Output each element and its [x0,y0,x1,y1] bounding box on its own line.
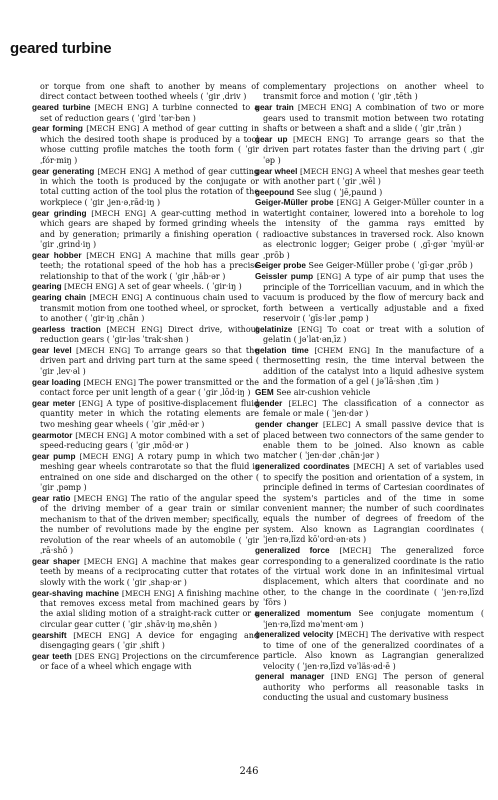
entry-definition: A method of gear cutting in which the desired tooth shape is produced by a tool whose cutting profile matches the tooth form ( ˈgir ˌfór·miŋ ) [40,124,260,165]
entry-field-label: [MECH ENG] [106,324,163,334]
entry-definition: A gear-cutting method in which gears are shaped by formed grinding wheels and by generation; primarily a finishing operation ( ˈgir ˌgrind·iŋ ) [40,208,259,249]
entry-field-label: [MECH] [336,630,369,640]
page-number: 246 [239,766,259,777]
entry-field-label: [CHEM ENG] [314,346,370,355]
entry-field-label: [ELEC] [322,420,351,430]
entry-definition: A finishing machine that removes excess metal from machined gears by the axial sliding motion of a straight-rack cutter or a circular gear cutter ( ˈgir ˌshāv·iŋ məˌshēn ) [40,588,260,629]
entry-field-label: [MECH ENG] [79,451,134,461]
entry-definition: See air-cushion vehicle [276,388,371,398]
entry-field-label: [MECH ENG] [83,377,136,387]
dictionary-entry [255,167,484,188]
entry-field-label: [MECH ENG] [89,293,143,303]
entry-headword: gear shaper [32,556,80,566]
left-column [32,82,259,673]
dictionary-entry [255,261,484,271]
entry-field-label: [MECH ENG] [97,166,151,176]
entry-field-label: [MECH ENG] [86,250,141,260]
dictionary-entry [32,124,259,166]
entry-headword: gear level [32,346,72,355]
entry-headword: gear teeth [32,651,72,661]
entry-headword: generalized coordinates [255,462,350,472]
entry-definition: See slug ( ˈjē,paund ) [296,187,383,197]
entry-definition: or torque from one shaft to another by means of direct contact between toothed wheels ( ˈgir ˌdriv ) [40,82,259,102]
entry-field-label: [MECH ENG] [73,493,128,503]
entry-field-label: [MECH ENG] [297,103,352,113]
dictionary-entry [255,546,484,609]
entry-definition: A machine that makes gear teeth by means of a reciprocating cutter that rotates slowly with the work ( ˈgir ˌshap·ər ) [40,556,259,587]
entry-field-label: [MECH ENG] [75,430,128,440]
entry-definition: Projections on the circumference or face of a wheel which engage with [40,651,260,672]
entry-headword: gearless traction [32,324,101,334]
dictionary-entry [32,399,259,430]
entry-headword: gender [255,398,283,408]
dictionary-entry [32,589,259,631]
entry-field-label: [ENG] [297,324,323,334]
entry-field-label: [MECH ENG] [86,124,140,134]
entry-definition: To arrange gears so that the driven part and driving part turn at the same speed ( ˈgir ˌlev·əl ) [40,346,260,376]
entry-field-label: [ENG] [316,272,342,282]
entry-field-label: [MECH ENG] [75,346,131,355]
entry-field-label: [ELEC] [288,398,317,408]
entry-headword: gear train [255,103,294,113]
entry-definition: See Geiger-Müller probe ( ˈgī·gər ˌprōb ) [308,261,473,271]
entry-field-label: [ENG] [78,398,103,408]
dictionary-entry [32,293,259,324]
dictionary-entry [32,431,259,452]
dictionary-entry [255,388,484,398]
entry-headword: geared turbine [32,103,91,113]
entry-headword: gear ratio [32,493,71,503]
entry-headword: gear pump [32,451,76,461]
entry-definition: The generalized force corresponding to a generalized coordinate is the ratio of the virtual work done in an infinitesimal virtual displacement, which alters that coordinate and no other, to the change in the coordinate ( ˈjen·rəˌlīzd ˈfōrs ) [263,546,485,608]
entry-definition: The classification of a connector as female or male ( ˈjen·dər ) [263,398,485,419]
entry-definition: A motor combined with a set of speed-reducing gears ( ˈgir ˌmōd·ər ) [40,430,259,450]
dictionary-entry [32,209,259,251]
entry-headword: generalized momentum [255,609,352,619]
entry-headword: general manager [255,672,325,682]
entry-field-label: [ENG] [336,198,361,208]
entry-headword: gear-shaving machine [32,588,119,598]
entry-definition: The ratio of the angular speed of the driving member of a gear train or similar mechanism to that of the driven member; specifically, the number of revolutions made by the engine per revolution of the rear wheels of an automobile ( ˈgir ˌrā·shō ) [40,493,260,556]
entry-definition: A small passive device that is placed between two connectors of the same gender to enable them to be joined. Also known as cable matcher ( ˈjen·dər ˌchān·jər ) [263,420,484,461]
dictionary-entry [32,282,259,292]
entry-definition: To arrange gears so that the driven part rotates faster than the driving part ( ˌgir ˈəp ) [263,134,484,165]
entry-headword: Geissler pump [255,272,314,282]
dictionary-entry [32,494,259,557]
entry-headword: gender changer [255,420,319,430]
entry-definition: The derivative with respect to time of one of the generalized coordinates of a particle. Also known as Lagrangian generalized velocity ( ˈjen·rəˌlīzd vəˈläs·əd·ē ) [263,630,484,671]
entry-definition: A Geiger-Müller counter in a watertight container, lowered into a borehole to log the intensity of the gamma rays emitted by radioactive substances in traversed rock. Also known as electronic logger; Geiger probe ( ˌgī·gər ˈmyül·ər ˌprōb ) [263,198,484,260]
entry-headword: gear wheel [255,166,298,176]
dictionary-entry [255,325,484,346]
entry-field-label: [MECH] [339,546,372,556]
dictionary-entry [32,346,259,377]
entry-definition: A method of gear cutting in which the tooth is produced by the conjugate or total cutting action of the tool plus the rotation of the workpiece ( ˈgir ˌjen·əˌrād·iŋ ) [40,166,259,207]
entry-headword: gear hobber [32,250,82,260]
entry-definition: A machine that mills gear teeth; the rotational speed of the hob has a precise relationship to that of the work ( ˈgir ˌhäb·ər ) [40,250,259,281]
entry-field-label: [MECH ENG] [91,208,146,218]
entry-definition: A set of gear wheels. ( ˈgir·iŋ ) [119,282,242,292]
entry-headword: generalized velocity [255,630,334,640]
dictionary-entry [255,420,484,462]
right-column [255,82,484,704]
dictionary-entry [32,251,259,282]
dictionary-entry [255,609,484,630]
entry-field-label: [MECH ENG] [83,556,138,566]
entry-headword: geepound [255,187,295,197]
dictionary-entry [32,82,259,103]
entry-field-label: [DES ENG] [74,651,119,661]
entry-headword: gear grinding [32,208,87,218]
entry-definition: A wheel that meshes gear teeth with another part ( ˈgir ˌwēl ) [263,166,484,186]
entry-definition: A turbine connected to a set of reduction gears ( ˈgird ˈtər·bən ) [40,103,259,123]
entry-definition: To coat or treat with a solution of gelatin ( jəˈlat·ənˌīz ) [263,324,484,345]
entry-definition: A type of positive-displacement fluid quantity meter in which the rotating elements are two meshing gear wheels ( ˈgir ˌmēd·ər ) [40,398,259,429]
entry-definition: The power transmitted or the contact force per unit length of a gear ( ˈgir ˌlōd·iŋ ) [40,377,259,398]
dictionary-entry [255,272,484,324]
entry-field-label: [MECH ENG] [64,282,117,292]
entry-field-label: [MECH ENG] [293,134,349,144]
entry-definition: A device for engaging and disengaging gears ( ˈgir ˌshift ) [40,630,259,651]
dictionary-entry [255,630,484,672]
entry-headword: Geiger probe [255,261,306,271]
entry-definition: complementary projections on another wheel to transmit force and motion ( ˈgir ˌtēth ) [263,82,484,102]
entry-headword: GEM [255,388,274,398]
dictionary-entry [255,82,484,103]
entry-definition: The person of general authority who performs all reasonable tasks in conducting the usual and customary business [263,672,485,703]
entry-headword: gelation time [255,346,309,355]
entry-headword: gearing [32,282,62,292]
entry-field-label: [MECH ENG] [121,588,175,598]
dictionary-entry [255,103,484,134]
dictionary-entry [255,198,484,261]
dictionary-entry [32,167,259,209]
dictionary-entry [255,346,484,388]
entry-headword: gear meter [32,398,75,408]
dictionary-entry [32,652,259,673]
entry-definition: See conjugate momentum ( ˈjen·rəˌlīzd məˈment·əm ) [263,609,484,629]
entry-headword: gear loading [32,377,81,387]
entry-headword: Geiger-Müller probe [255,198,334,208]
entry-definition: A type of air pump that uses the principle of the Torricellian vacuum, and in which the vacuum is produced by the flow of mercury back and forth between a vertically adjustable and a fixed reservoir ( ˈgīs·lər ˌpəmp ) [263,272,484,324]
dictionary-entry [32,557,259,588]
entry-field-label: [IND ENG] [330,672,377,682]
entry-headword: gearing chain [32,293,87,303]
entry-definition: A combination of two or more gears used to transmit motion between two rotating shafts or between a shaft and a slide ( ˈgir ˌtrān ) [263,103,484,134]
dictionary-entry [255,188,484,198]
entry-field-label: [MECH] [353,462,385,472]
entry-definition: A set of variables used to specify the position and orientation of a system, in principle defined in terms of Cartesian coordinates of the system's particles and of the time in some convenient manner; the number of such coordinates equals the number of degrees of freedom of the system. Also known as Lagrangian coordinates ( ˈjen·rəˌlīzd kōˈord·ən·əts ) [263,462,485,545]
entry-headword: gear forming [32,124,83,134]
dictionary-entry [32,452,259,494]
entry-headword: generalized force [255,546,330,556]
dictionary-entry [32,325,259,346]
dictionary-entry [255,135,484,166]
dictionary-entry [255,672,484,703]
entry-definition: In the manufacture of a thermosetting resin, the time interval between the addition of the catalyst into a liquid adhesive system and the formation of a gel ( jəˈlā·shən ˌtīm ) [263,346,484,387]
entry-headword: gearmotor [32,430,73,440]
entry-headword: gear up [255,134,288,144]
entry-definition: A continuous chain used to transmit motion from one toothed wheel, or sprocket, to another ( ˈgir·iŋ ˌchān ) [40,293,259,324]
entry-headword: gelatinize [255,324,293,334]
dictionary-entry [32,378,259,399]
entry-definition: A rotary pump in which two meshing gear wheels contrarotate so that the fluid is entrained on one side and discharged on the other ( ˈgir ˌpəmp ) [40,451,259,493]
dictionary-entry [32,631,259,652]
entry-headword: gearshift [32,630,67,640]
dictionary-entry [32,103,259,124]
dictionary-entry [255,462,484,546]
entry-field-label: [MECH ENG] [73,630,130,640]
running-head: geared turbine [10,40,112,57]
entry-definition: Direct drive, without reduction gears ( ˈgir·ləs ˈtrak·shən ) [40,324,260,345]
entry-field-label: [MECH ENG] [94,103,149,113]
entry-headword: gear generating [32,166,95,176]
entry-field-label: [MECH ENG] [299,166,353,176]
dictionary-entry [255,399,484,420]
